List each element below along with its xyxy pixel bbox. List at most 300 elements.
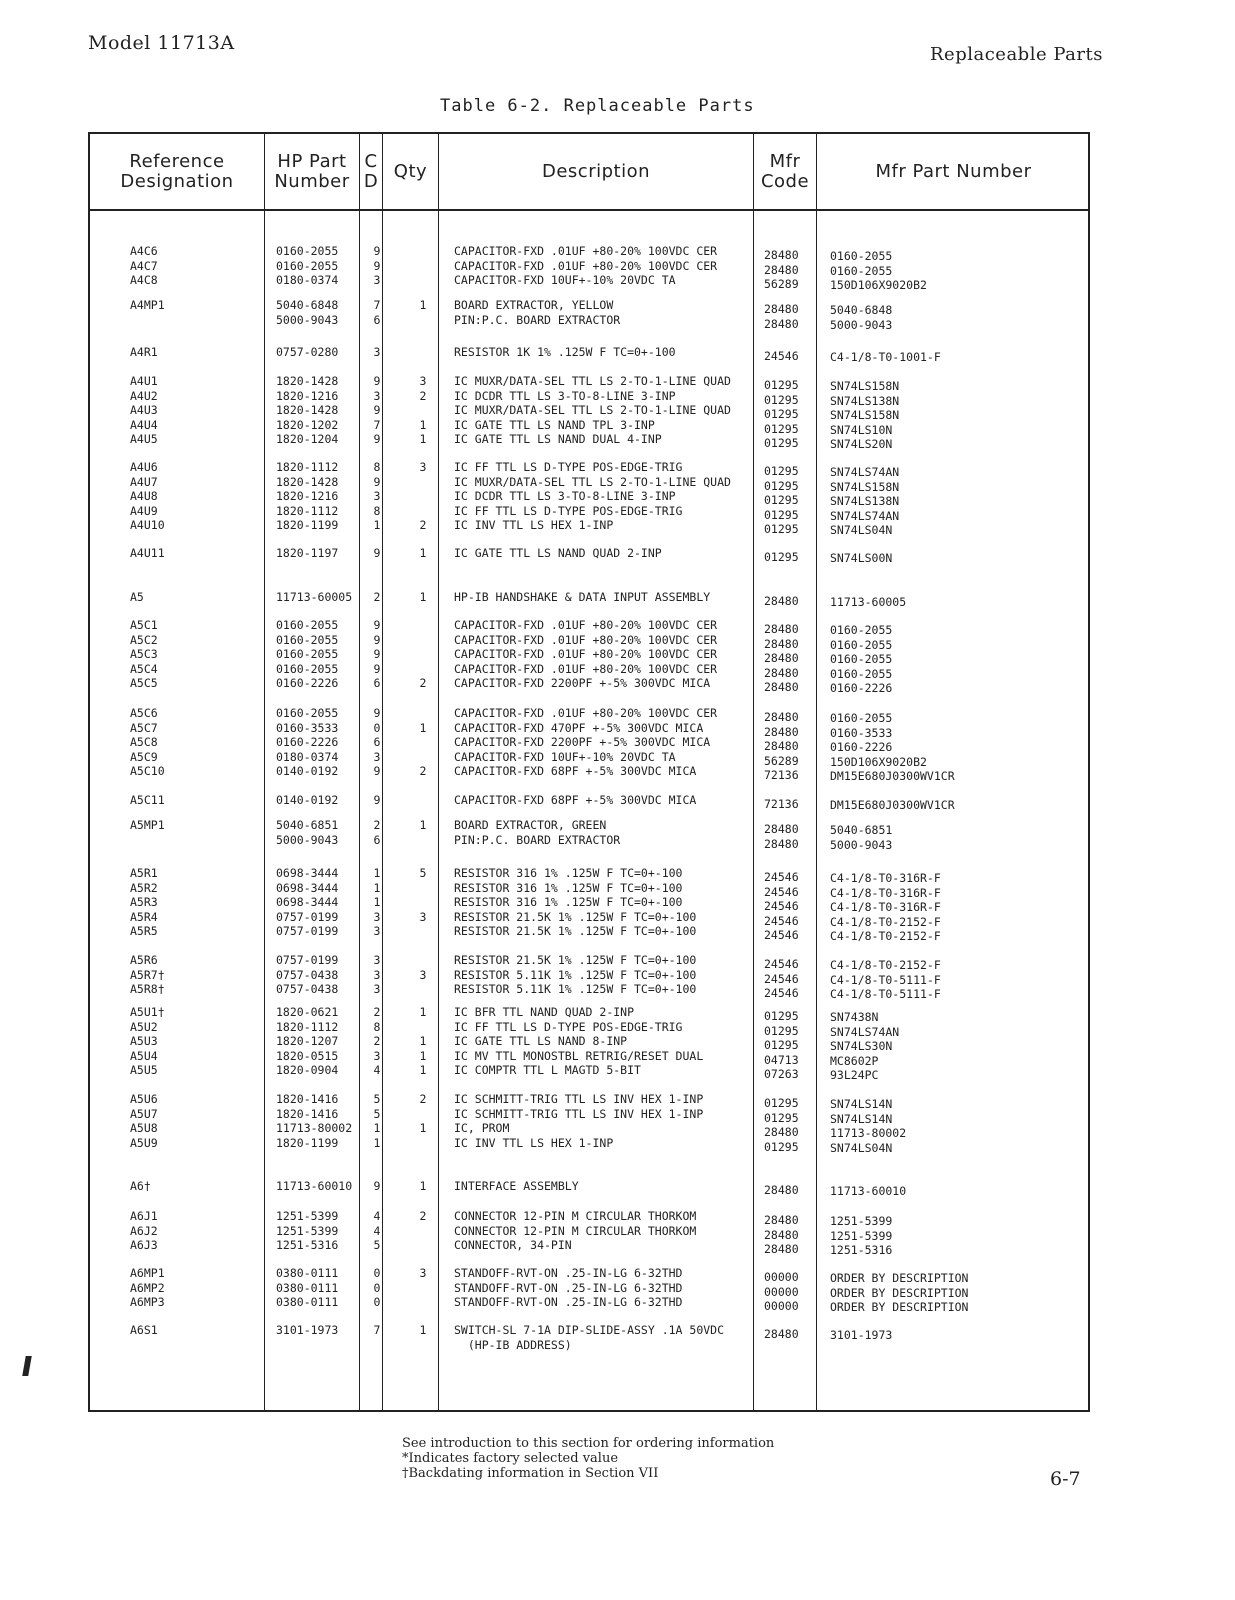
cell-hp: 1820-1197 (276, 546, 339, 560)
cell-desc: IC FF TTL LS D-TYPE POS-EDGE-TRIG (454, 503, 683, 518)
footnotes (402, 1436, 774, 1481)
part-group (90, 1005, 1088, 1082)
cell-cd: 0 (373, 1295, 381, 1309)
cell-qty: 3 (419, 967, 427, 982)
table-row (90, 1034, 1088, 1053)
part-group (90, 298, 1088, 332)
cell-cd: 0 (373, 720, 381, 735)
cell-code: 01295 (764, 1139, 799, 1154)
cell-desc: IC COMPTR TTL L MAGTD 5-BIT (454, 1063, 641, 1077)
part-group (90, 546, 1088, 565)
cell-code: 01295 (764, 464, 799, 478)
cell-qty: 3 (419, 909, 427, 924)
cell-desc: IC INV TTL LS HEX 1-INP (454, 1135, 614, 1150)
table-row (90, 832, 1088, 852)
table-row (90, 417, 1088, 437)
cell-desc: CAPACITOR-FXD 10UF+-10% 20VDC TA (454, 749, 676, 764)
cell-code: 01295 (764, 1009, 799, 1023)
cell-mfr: SN74LS138N (830, 393, 900, 408)
cell-mfr: 0160-2226 (830, 740, 893, 754)
cell-hp: 1820-1416 (276, 1092, 339, 1106)
cell-ref: A4U3 (130, 403, 158, 417)
cell-mfr: 0160-2055 (830, 263, 893, 278)
cell-hp: 1820-1216 (276, 388, 339, 403)
cell-code: 28480 (764, 316, 799, 331)
cell-desc: IC MUXR/DATA-SEL TTL LS 2-TO-1-LINE QUAD (454, 403, 731, 417)
cell-desc: PIN:P.C. BOARD EXTRACTOR (454, 312, 621, 327)
cell-mfr: SN74LS04N (830, 1140, 893, 1155)
cell-desc: CAPACITOR-FXD 470PF +-5% 300VDC MICA (454, 720, 704, 735)
cell-cd: 8 (373, 1019, 381, 1034)
cell-hp: 1820-1416 (276, 1106, 339, 1121)
part-group (90, 244, 1088, 292)
cell-desc: CAPACITOR-FXD 2200PF +-5% 300VDC MICA (454, 676, 711, 690)
cell-mfr: 11713-60005 (830, 595, 907, 609)
cell-desc: IC MV TTL MONOSTBL RETRIG/RESET DUAL (454, 1048, 704, 1063)
cell-mfr: SN74LS138N (830, 494, 900, 508)
cell-ref: A5C10 (130, 764, 165, 778)
cell-cd: 4 (373, 1223, 381, 1238)
cell-cd: 3 (373, 345, 381, 359)
cell-cd: 9 (373, 661, 381, 676)
cell-desc: PIN:P.C. BOARD EXTRACTOR (454, 832, 621, 847)
cell-mfr: 0160-2055 (830, 652, 893, 666)
cell-mfr: ORDER BY DESCRIPTION (830, 1285, 969, 1300)
cell-desc: BOARD EXTRACTOR, YELLOW (454, 298, 614, 312)
cell-code: 28480 (764, 822, 799, 836)
part-group (90, 1266, 1088, 1314)
cell-qty: 1 (419, 298, 427, 312)
cell-mfr: 5000-9043 (830, 317, 893, 332)
cell-hp: 5040-6851 (276, 818, 339, 832)
table-row (90, 1209, 1088, 1228)
table-row (90, 909, 1088, 929)
cell-ref: A4U11 (130, 546, 165, 560)
cell-ref: A5R3 (130, 895, 158, 909)
col-header-mfr-code: Mfr Code (760, 150, 810, 192)
table-row (90, 924, 1088, 943)
table-row (90, 432, 1088, 451)
cell-code: 01295 (764, 522, 799, 536)
cell-ref: A5U5 (130, 1063, 158, 1077)
cell-mfr: ORDER BY DESCRIPTION (830, 1271, 969, 1285)
cell-code: 24546 (764, 913, 799, 928)
cell-mfr: 0160-3533 (830, 725, 893, 740)
cell-code: 28480 (764, 739, 799, 753)
cell-cd: 3 (373, 273, 381, 287)
cell-ref: A6J1 (130, 1209, 158, 1223)
cell-desc: RESISTOR 316 1% .125W F TC=0+-100 (454, 895, 683, 909)
cell-hp: 0757-0438 (276, 982, 339, 996)
cell-ref: A6S1 (130, 1323, 158, 1337)
cell-code: 24546 (764, 971, 799, 986)
part-group (90, 345, 1088, 364)
cell-code: 04713 (764, 1052, 799, 1067)
cell-cd: 8 (373, 503, 381, 518)
cell-ref: A5 (130, 590, 144, 604)
cell-cd: 6 (373, 735, 381, 749)
cell-code: 28480 (764, 724, 799, 739)
cell-cd: 4 (373, 1063, 381, 1077)
cell-ref: A4U10 (130, 518, 165, 532)
cell-code: 28480 (764, 248, 799, 262)
cell-desc: CAPACITOR-FXD .01UF +80-20% 100VDC CER (454, 244, 718, 258)
cell-mfr: 0160-2055 (830, 249, 893, 263)
cell-cd: 9 (373, 403, 381, 417)
cell-cd: 3 (373, 967, 381, 982)
table-row (90, 953, 1088, 972)
cell-mfr: C4-1/8-T0-316R-F (830, 885, 941, 900)
cell-mfr: SN74LS158N (830, 479, 900, 494)
cell-desc: STANDOFF-RVT-ON .25-IN-LG 6-32THD (454, 1280, 683, 1295)
cell-qty: 1 (419, 590, 427, 604)
cell-cd: 1 (373, 518, 381, 532)
table-row (90, 982, 1088, 1001)
cell-hp: 11713-60005 (276, 590, 353, 604)
table-row (90, 1323, 1088, 1342)
cell-mfr: SN74LS20N (830, 437, 893, 451)
cell-qty: 1 (419, 720, 427, 735)
cell-code: 01295 (764, 421, 799, 436)
cell-code: 28480 (764, 594, 799, 608)
cell-code: 28480 (764, 302, 799, 316)
table-row (90, 676, 1088, 695)
cell-code: 00000 (764, 1299, 799, 1313)
cell-hp: 1820-0515 (276, 1048, 339, 1063)
cell-hp: 5000-9043 (276, 312, 339, 327)
cell-ref: A5C1 (130, 618, 158, 632)
cell-ref: A5C3 (130, 647, 158, 661)
cell-desc: CAPACITOR-FXD .01UF +80-20% 100VDC CER (454, 647, 718, 661)
cell-desc: CONNECTOR 12-PIN M CIRCULAR THORKOM (454, 1209, 697, 1223)
part-group (90, 706, 1088, 783)
cell-ref: A4C8 (130, 273, 158, 287)
cell-ref: A5R6 (130, 953, 158, 967)
cell-ref: A6† (130, 1179, 151, 1193)
cell-cd: 1 (373, 866, 381, 880)
part-group (90, 590, 1088, 609)
table-row (90, 793, 1088, 812)
cell-mfr: 0160-2055 (830, 711, 893, 725)
cell-cd: 9 (373, 374, 381, 388)
cell-qty: 1 (419, 818, 427, 832)
cell-ref: A5U9 (130, 1135, 158, 1150)
cell-ref: A4R1 (130, 345, 158, 359)
cell-code: 28480 (764, 636, 799, 651)
table-row (90, 632, 1088, 652)
page-number: 6-7 (1050, 1468, 1081, 1490)
cell-ref: A5U1† (130, 1005, 165, 1019)
cell-qty: 3 (419, 374, 427, 388)
cell-cd: 2 (373, 818, 381, 832)
cell-ref: A4U4 (130, 417, 158, 432)
table-row (90, 1266, 1088, 1285)
cell-hp: 1820-1428 (276, 374, 339, 388)
cell-code: 28480 (764, 262, 799, 277)
cell-hp: 0160-2055 (276, 706, 339, 720)
cell-hp: 0757-0199 (276, 909, 339, 924)
cell-qty: 2 (419, 518, 427, 532)
cell-hp: 0160-3533 (276, 720, 339, 735)
cell-cd: 7 (373, 417, 381, 432)
cell-mfr: 1251-5316 (830, 1243, 893, 1257)
cell-desc: IC GATE TTL LS NAND DUAL 4-INP (454, 432, 662, 446)
cell-desc: CAPACITOR-FXD 68PF +-5% 300VDC MICA (454, 764, 697, 778)
cell-hp: 0698-3444 (276, 880, 339, 895)
cell-ref: A4U1 (130, 374, 158, 388)
cell-desc: CAPACITOR-FXD .01UF +80-20% 100VDC CER (454, 258, 718, 273)
header-rule (90, 209, 1088, 211)
cell-cd: 9 (373, 258, 381, 273)
cell-cd: 1 (373, 895, 381, 909)
table-row (90, 764, 1088, 783)
cell-mfr: C4-1/8-T0-5111-F (830, 972, 941, 987)
cell-code: 28480 (764, 1213, 799, 1227)
cell-cd: 9 (373, 706, 381, 720)
table-row (90, 258, 1088, 278)
cell-mfr: 5040-6848 (830, 303, 893, 317)
cell-cd: 3 (373, 1048, 381, 1063)
cell-desc: IC GATE TTL LS NAND QUAD 2-INP (454, 546, 662, 560)
cell-hp: 0180-0374 (276, 273, 339, 287)
cell-ref: A6J2 (130, 1223, 158, 1238)
cell-cd: 9 (373, 618, 381, 632)
cell-desc: CAPACITOR-FXD .01UF +80-20% 100VDC CER (454, 632, 718, 647)
section-header: Replaceable Parts (930, 44, 1103, 65)
cell-hp: 5000-9043 (276, 832, 339, 847)
cell-ref: A4MP1 (130, 298, 165, 312)
cell-hp: 0380-0111 (276, 1266, 339, 1280)
cell-code: 01295 (764, 493, 799, 507)
cell-hp: 0140-0192 (276, 793, 339, 807)
cell-cd: 3 (373, 982, 381, 996)
table-row (90, 720, 1088, 740)
cell-qty: 2 (419, 676, 427, 690)
cell-code: 01295 (764, 550, 799, 564)
cell-hp: 5040-6848 (276, 298, 339, 312)
cell-code: 24546 (764, 957, 799, 971)
cell-mfr: 3101-1973 (830, 1328, 893, 1342)
cell-desc: CAPACITOR-FXD 2200PF +-5% 300VDC MICA (454, 735, 711, 749)
table-row (90, 1295, 1088, 1314)
cell-cd: 1 (373, 1135, 381, 1150)
col-header-hp-part: HP Part Number (274, 150, 350, 192)
cell-hp: 1820-1202 (276, 417, 339, 432)
cell-qty: 2 (419, 1209, 427, 1223)
cell-mfr: C4-1/8-T0-316R-F (830, 871, 941, 885)
cell-hp: 1820-0621 (276, 1005, 339, 1019)
cell-code: 28480 (764, 622, 799, 636)
col-header-qty: Qty (393, 160, 428, 182)
cell-code: 28480 (764, 710, 799, 724)
cell-cd: 4 (373, 1209, 381, 1223)
cell-cd: 9 (373, 432, 381, 446)
cell-mfr: C4-1/8-T0-5111-F (830, 987, 941, 1001)
cell-ref: A5R1 (130, 866, 158, 880)
cell-mfr: DM15E680J0300WV1CR (830, 798, 955, 812)
cell-desc: CAPACITOR-FXD 10UF+-10% 20VDC TA (454, 273, 676, 287)
cell-code: 01295 (764, 1096, 799, 1110)
table-row (90, 546, 1088, 565)
model-header: Model 11713A (88, 32, 235, 54)
cell-desc: IC SCHMITT-TRIG TTL LS INV HEX 1-INP (454, 1092, 704, 1106)
cell-cd: 7 (373, 1323, 381, 1337)
cell-desc: RESISTOR 316 1% .125W F TC=0+-100 (454, 880, 683, 895)
table-row (90, 1238, 1088, 1257)
cell-mfr: C4-1/8-T0-2152-F (830, 958, 941, 972)
cell-ref: A5C5 (130, 676, 158, 690)
table-row (90, 706, 1088, 725)
cell-mfr: SN74LS74AN (830, 1024, 900, 1039)
cell-mfr: 150D106X9020B2 (830, 278, 927, 292)
cell-desc: IC, PROM (454, 1121, 510, 1135)
cell-ref: A6J3 (130, 1238, 158, 1252)
cell-ref: A4U2 (130, 388, 158, 403)
cell-desc: RESISTOR 21.5K 1% .125W F TC=0+-100 (454, 909, 697, 924)
cell-cd: 2 (373, 1034, 381, 1048)
cell-hp: 1820-1199 (276, 1135, 339, 1150)
cell-hp: 0757-0199 (276, 953, 339, 967)
cell-cd: 3 (373, 388, 381, 403)
table-row (90, 1338, 1088, 1353)
table-row (90, 460, 1088, 479)
cell-hp: 1820-1207 (276, 1034, 339, 1048)
cell-mfr: C4-1/8-T0-2152-F (830, 929, 941, 943)
cell-code: 01295 (764, 478, 799, 493)
table-row (90, 1179, 1088, 1198)
cell-desc: IC MUXR/DATA-SEL TTL LS 2-TO-1-LINE QUAD (454, 474, 731, 489)
cell-hp: 0757-0438 (276, 967, 339, 982)
cell-hp: 0698-3444 (276, 866, 339, 880)
cell-hp: 1820-1199 (276, 518, 339, 532)
cell-mfr: C4-1/8-T0-2152-F (830, 914, 941, 929)
cell-cd: 3 (373, 489, 381, 503)
cell-desc: INTERFACE ASSEMBLY (454, 1179, 579, 1193)
cell-hp: 0160-2055 (276, 244, 339, 258)
cell-mfr: SN74LS74AN (830, 508, 900, 523)
cell-ref: A5C7 (130, 720, 158, 735)
cell-mfr: DM15E680J0300WV1CR (830, 769, 955, 783)
cell-qty: 1 (419, 1063, 427, 1077)
cell-cd: 9 (373, 647, 381, 661)
footnote: †Backdating information in Section VII (402, 1466, 659, 1481)
cell-desc: CONNECTOR, 34-PIN (454, 1238, 572, 1252)
cell-cd: 3 (373, 749, 381, 764)
cell-qty: 3 (419, 1266, 427, 1280)
cell-ref: A5C6 (130, 706, 158, 720)
cell-code: 72136 (764, 768, 799, 782)
cell-desc: RESISTOR 21.5K 1% .125W F TC=0+-100 (454, 953, 697, 967)
cell-cd: 1 (373, 1121, 381, 1135)
cell-hp: 1251-5316 (276, 1238, 339, 1252)
footnote: See introduction to this section for ordering information (402, 1436, 775, 1451)
cell-code: 01295 (764, 378, 799, 392)
cell-code: 01295 (764, 392, 799, 407)
cell-qty: 2 (419, 764, 427, 778)
cell-desc: IC GATE TTL LS NAND TPL 3-INP (454, 417, 655, 432)
cell-mfr: SN74LS158N (830, 408, 900, 422)
cell-cd: 6 (373, 312, 381, 327)
col-header-cd: C D (363, 150, 379, 192)
cell-hp: 11713-80002 (276, 1121, 353, 1135)
cell-hp: 1820-1204 (276, 432, 339, 446)
cell-cd: 6 (373, 676, 381, 690)
col-header-reference: Reference Designation (120, 150, 234, 192)
table-row (90, 503, 1088, 523)
cell-mfr: 0160-2226 (830, 681, 893, 695)
cell-desc: CONNECTOR 12-PIN M CIRCULAR THORKOM (454, 1223, 697, 1238)
cell-hp: 1820-1112 (276, 460, 339, 474)
cell-code: 56289 (764, 753, 799, 768)
cell-mfr: C4-1/8-T0-316R-F (830, 900, 941, 914)
cell-hp: 0380-0111 (276, 1280, 339, 1295)
cell-ref: A5C2 (130, 632, 158, 647)
table-row (90, 1121, 1088, 1140)
cell-ref: A5C4 (130, 661, 158, 676)
cell-code: 07263 (764, 1067, 799, 1081)
cell-ref: A4U7 (130, 474, 158, 489)
table-row (90, 1005, 1088, 1024)
cell-code: 01295 (764, 507, 799, 522)
table-row (90, 1106, 1088, 1126)
part-group (90, 818, 1088, 852)
cell-qty: 5 (419, 866, 427, 880)
cell-ref: A5MP1 (130, 818, 165, 832)
cell-hp: 1820-1428 (276, 474, 339, 489)
table-row (90, 749, 1088, 769)
cell-ref: A4C6 (130, 244, 158, 258)
cell-mfr: 11713-60010 (830, 1184, 907, 1198)
cell-desc: IC DCDR TTL LS 3-TO-8-LINE 3-INP (454, 489, 676, 503)
cell-mfr: 1251-5399 (830, 1228, 893, 1243)
parts-table (88, 132, 1090, 1412)
table-row (90, 1063, 1088, 1082)
cell-code: 28480 (764, 651, 799, 665)
margin-mark (22, 1356, 32, 1376)
cell-mfr: SN74LS14N (830, 1111, 893, 1126)
cell-hp: 1251-5399 (276, 1223, 339, 1238)
col-header-description: Description (541, 160, 650, 182)
cell-mfr: C4-1/8-T0-1001-F (830, 350, 941, 364)
cell-hp: 1251-5399 (276, 1209, 339, 1223)
cell-mfr: 0160-2055 (830, 666, 893, 681)
cell-cd: 9 (373, 632, 381, 647)
cell-ref: A5R5 (130, 924, 158, 938)
part-group (90, 1179, 1088, 1198)
cell-mfr: 0160-2055 (830, 623, 893, 637)
table-row (90, 866, 1088, 885)
cell-mfr: 93L24PC (830, 1068, 879, 1082)
cell-cd: 9 (373, 793, 381, 807)
cell-mfr: SN74LS10N (830, 422, 893, 437)
cell-desc: STANDOFF-RVT-ON .25-IN-LG 6-32THD (454, 1295, 683, 1309)
col-header-mfr-part: Mfr Part Number (875, 160, 1032, 182)
table-row (90, 518, 1088, 537)
cell-cd: 8 (373, 460, 381, 474)
cell-hp: 0380-0111 (276, 1295, 339, 1309)
cell-ref: A5U7 (130, 1106, 158, 1121)
table-row (90, 618, 1088, 637)
cell-qty: 1 (419, 1323, 427, 1337)
cell-cd: 6 (373, 832, 381, 847)
table-row (90, 1135, 1088, 1155)
part-group (90, 1092, 1088, 1155)
table-row (90, 647, 1088, 666)
table-row (90, 345, 1088, 364)
cell-desc: CAPACITOR-FXD .01UF +80-20% 100VDC CER (454, 706, 718, 720)
cell-hp: 1820-1112 (276, 1019, 339, 1034)
cell-cd: 2 (373, 590, 381, 604)
